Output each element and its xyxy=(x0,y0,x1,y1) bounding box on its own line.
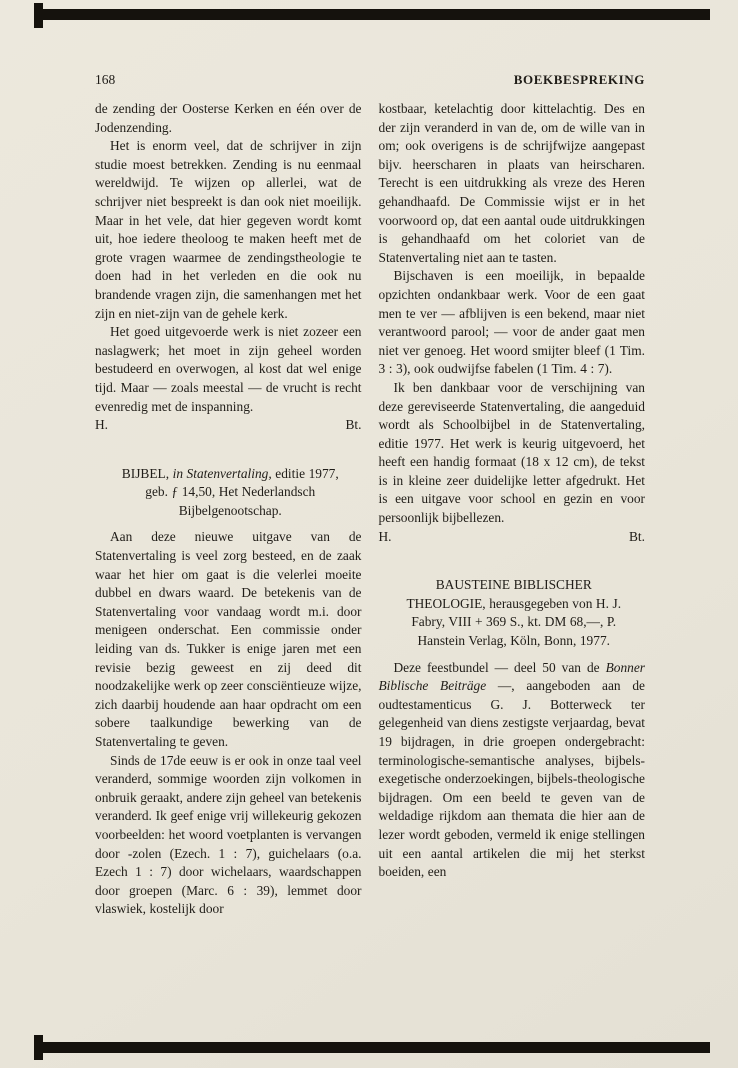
left-column xyxy=(95,100,362,1036)
paragraph: kostbaar, ketelachtig door kittelachtig. Des en der zijn veranderd in van de, om de wille van in om; ook overigens is de schrijfwijze aangepast bijv. heerscharen in plaats van heirscharen. Terecht is een uitdrukking als vreze des Heren gehandhaafd. De Commissie wijst er in het voorwoord op, dat een aantal oude uitdrukkingen is gehandhaafd om het coloriet van de Statenvertaling niet aan te tasten. xyxy=(378,101,645,265)
bottom-left-printers-mark xyxy=(34,1035,43,1060)
review-signature xyxy=(95,416,362,435)
signature-initial-left: H. xyxy=(95,417,109,433)
review-signature xyxy=(379,528,646,547)
paragraph: Bijschaven is een moeilijk, in bepaalde opzichten ondankbaar werk. Voor de een gaat men te ver — afblijven is een bekend, maar niet verantwoord parool; — voor de ander gaat men niet ver genoeg. Het woord smijter bleef (1 Tim. 3 : 3), ook oudwijfse fabelen (1 Tim. 4 : 7). xyxy=(378,268,645,377)
paragraph: Sinds de 17de eeuw is er ook in onze taal veel veranderd, sommige woorden zijn volkomen in onbruik geraakt, andere zijn geheel van betekenis veranderd. Ik geef enige vrij willekeurig gekozen voorbeelden: het woord voetplanten is vervangen door -zolen (Ezech. 1 : 7), guichelaars (o.a. Ezech 1 : 7) door wichelaars, waardschappen door groepen (Marc. 6 : 39), lemmet door vlaswiek, kostelijk door xyxy=(95,752,362,917)
paragraph: Aan deze nieuwe uitgave van de Statenvertaling is veel zorg besteed, en de zaak waar het hier om gaat is die velerlei moeite dubbel en dwars waard. De betekenis van de Statenvertaling voor vandaag wordt m.i. door menigeen onderschat. Een commissie onder leiding van ds. Tukker is enige jaren met een revisie bezig geweest en zij deed dit noodzakelijke werk op zeer consciëntieuze wijze, zich daarbij houdende aan haar opdracht om een sobere taalkundige bewerking van de Statenvertaling te geven. xyxy=(95,529,362,749)
signature-initial-right: Bt. xyxy=(345,417,362,433)
bottom-rule xyxy=(38,1042,710,1053)
paragraph: Deze feestbundel — deel 50 van de Bonner Biblische Beiträge —, aangeboden aan de oudtestamenticus G. J. Botterweck ter gelegenheid van diens zestigste verjaardag, bevat 19 bijdragen, in drie groepen ondergebracht: terminologische-semantische analyses, bijbels-exegetische onderzoekingen, bijbels-theologische bijdragen. Om een beeld te geven van de weldadige rijkdom aan themata die hier aan de lezer wordt geboden, vermeld ik enige stellingen uit een aantal artikelen die mij het sterkst boeiden, een xyxy=(378,659,645,880)
book-citation: BIJBEL, in Statenvertaling, editie 1977, geb. ƒ 14,50, Het Nederlandsch Bijbelgenootschap. xyxy=(121,465,339,518)
paragraph: de zending der Oosterse Kerken en één over de Jodenzending. xyxy=(95,101,362,135)
signature-initial-right: Bt. xyxy=(629,528,645,544)
paragraph: Het is enorm veel, dat de schrijver in zijn studie moest betrekken. Zending is nu eenmaal wereldwijd. Te wijzen op allerlei, wat de schrijver niet bespreekt is dan ook niet moeilijk. Maar in het vele, dat hier gegeven wordt komt uit, hoe iedere theoloog te maken heeft met de grote vragen waarmee de zendingstheologie te doen had in het verleden en die ook nu brandende vragen zijn, die samenhangen met het zijn en niet-zijn van de gehele kerk. xyxy=(95,138,362,321)
book-citation: BAUSTEINE BIBLISCHER THEOLOGIE, herausgegeben von H. J. Fabry, VIII + 369 S., kt. DM 68,—, P. Hanstein Verlag, Köln, Bonn, 1977. xyxy=(406,577,622,649)
section-title: BOEKBESPREKING xyxy=(513,72,645,87)
text-columns xyxy=(95,100,645,1036)
running-head xyxy=(95,72,645,88)
signature-initial-left: H. xyxy=(378,528,392,544)
top-rule xyxy=(38,9,710,20)
paragraph: Ik ben dankbaar voor de verschijning van deze gereviseerde Statenvertaling, die aangeduid wordt als Schoolbijbel in de Statenvertaling, editie 1977. Het werk is keurig uitgevoerd, het heeft een handig formaat (18 x 12 cm), de tekst is in kleine zeer duidelijke letter afgedrukt. Het is een uitgave voor school en gezin en voor persoonlijk bijbellezen. xyxy=(378,379,645,526)
paragraph: Het goed uitgevoerde werk is niet zozeer een naslagwerk; het moet in zijn geheel worden bestudeerd en overwogen, al kost dat wel enige tijd. Maar — zoals meestal — de vrucht is recht evenredig met de inspanning. xyxy=(95,324,362,414)
page-number: 168 xyxy=(95,72,116,87)
right-column xyxy=(379,100,646,1036)
